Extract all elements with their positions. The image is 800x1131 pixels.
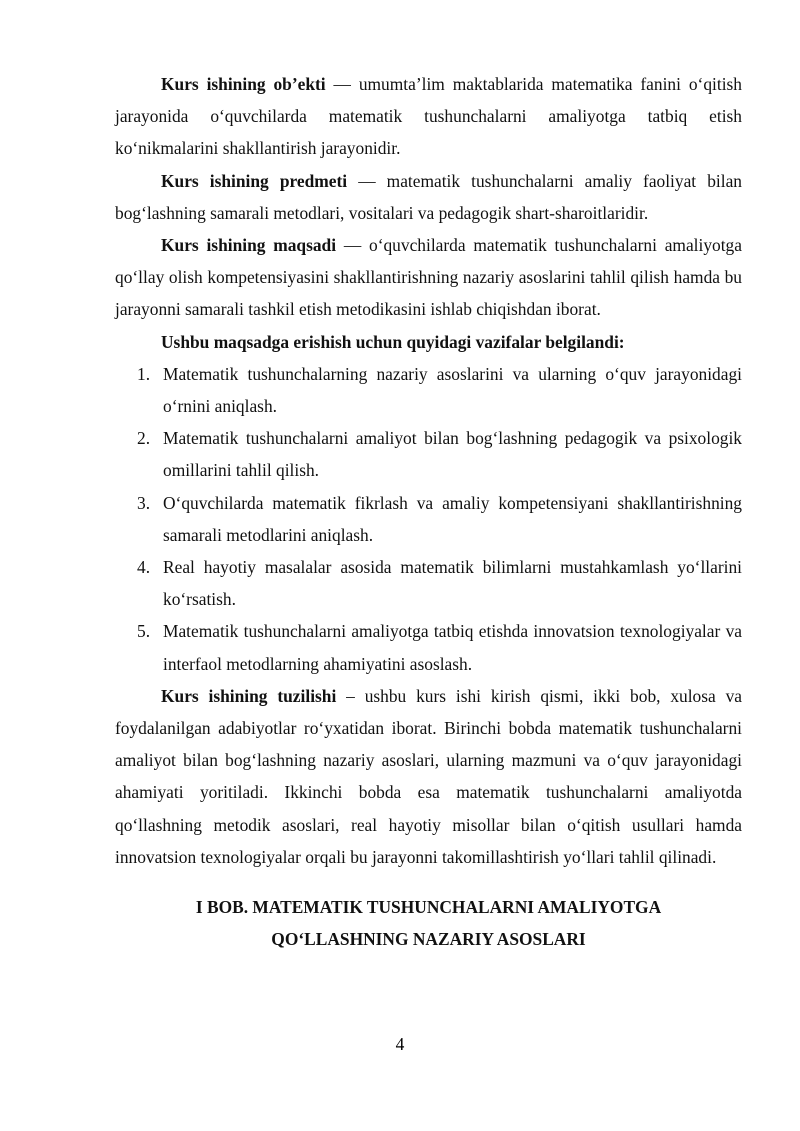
paragraph-course-structure bbox=[115, 680, 742, 873]
list-item-number: 3. bbox=[137, 492, 151, 513]
course-structure-lead: Kurs ishining tuzilishi bbox=[161, 685, 337, 706]
list-item-text: Matematik tushunchalarning nazariy asoslarini va ularning o‘quv jarayonidagi o‘rnini aniqlash. bbox=[163, 363, 742, 417]
list-item bbox=[137, 551, 742, 615]
chapter-heading-line-1: I BOB. MATEMATIK TUSHUNCHALARNI AMALIYOTGA bbox=[195, 897, 662, 918]
course-object-lead: Kurs ishining ob’ekti bbox=[161, 74, 326, 94]
list-item bbox=[137, 615, 742, 679]
list-item-text: O‘quvchilarda matematik fikrlash va amaliy kompetensiyani shakllantirishning samarali metodlarini aniqlash. bbox=[163, 492, 742, 545]
paragraph-course-subject bbox=[115, 165, 742, 229]
list-item-text: Real hayotiy masalalar asosida matematik bilimlarni mustahkamlash yo‘llarini ko‘rsatish. bbox=[163, 557, 742, 610]
course-subject-lead: Kurs ishining predmeti bbox=[161, 170, 348, 191]
chapter-heading bbox=[115, 891, 742, 955]
list-item-text: Matematik tushunchalarni amaliyotga tatbiq etishda innovatsion texnologiyalar va interfaol metodlarning ahamiyatini asoslash. bbox=[163, 621, 742, 674]
course-structure-text: – ushbu kurs ishi kirish qismi, ikki bob, xulosa va foydalanilgan adabiyotlar ro‘yxatidan iborat. Birinchi bobda matematik tushunchalarni amaliyot bilan bog‘lashning nazariy asoslari, ularning mazmuni va o‘quv jarayonidagi ahamiyati yoritiladi. Ikkinchi bobda esa matematik tushunchalarni amaliyotda qo‘llashning metodik asoslari, real hayotiy misollar bilan o‘qitish usullari hamda innovatsion texnologiyalar orqali bu jarayonni takomillashtirish yo‘llari tahlil qilinadi. bbox=[115, 685, 743, 867]
list-item bbox=[137, 358, 742, 422]
course-object-text: — umumta’lim maktablarida matematika fanini o‘qitish jarayonida o‘quvchilarda matematik tushunchalarni amaliyotga tatbiq etish ko‘nikmalarini shakllantirish jarayonidir. bbox=[115, 74, 742, 159]
task-list bbox=[115, 358, 742, 680]
paragraph-course-object bbox=[115, 68, 742, 165]
paragraph-course-goal bbox=[115, 229, 742, 326]
list-item-number: 5. bbox=[137, 621, 151, 642]
tasks-heading: Ushbu maqsadga erishish uchun quyidagi vazifalar belgilandi: bbox=[161, 331, 625, 352]
chapter-heading-line-2: QO‘LLASHNING NAZARIY ASOSLARI bbox=[271, 929, 586, 950]
list-item-number: 1. bbox=[137, 363, 151, 384]
list-item-number: 2. bbox=[137, 428, 151, 449]
list-item-text: Matematik tushunchalarni amaliyot bilan bog‘lashning pedagogik va psixologik omillarini tahlil qilish. bbox=[163, 428, 742, 481]
page-number: 4 bbox=[395, 1034, 405, 1054]
list-item bbox=[137, 422, 742, 486]
course-goal-lead: Kurs ishining maqsadi bbox=[161, 235, 337, 256]
course-goal-text: — o‘quvchilarda matematik tushunchalarni amaliyotga qo‘llay olish kompetensiyasini shakllantirishning nazariy asoslarini tahlil qilish hamda bu jarayonni samarali tashkil etish metodikasini ishlab chiqishdan iborat. bbox=[115, 235, 742, 320]
course-subject-text: — matematik tushunchalarni amaliy faoliyat bilan bog‘lashning samarali metodlari, vositalari va pedagogik shart-sharoitlaridir. bbox=[115, 170, 742, 223]
list-item bbox=[137, 487, 742, 551]
list-item-number: 4. bbox=[137, 557, 151, 578]
